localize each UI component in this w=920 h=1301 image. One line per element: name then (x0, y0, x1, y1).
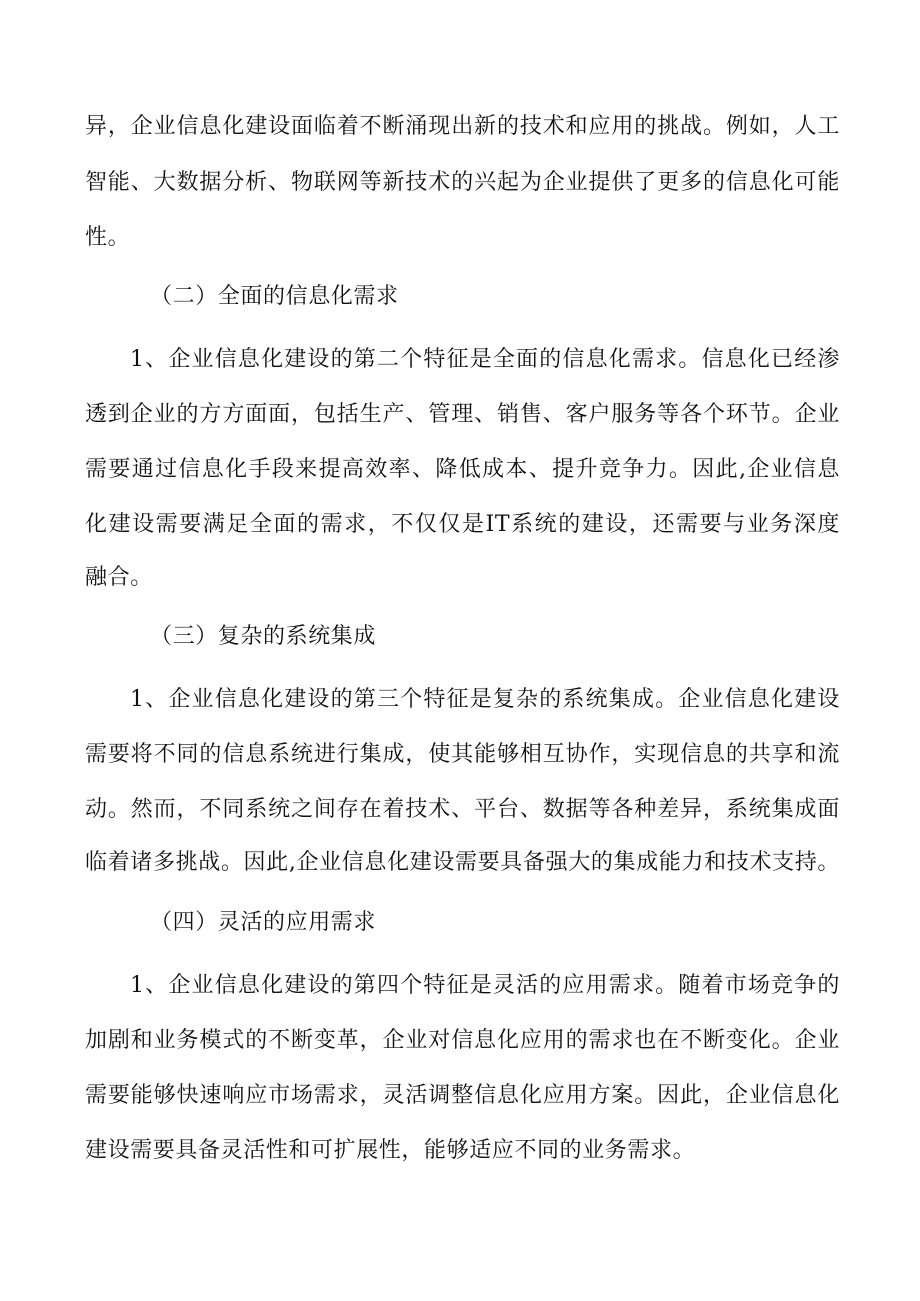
section-3-heading: （三）复杂的系统集成 (150, 624, 377, 649)
section-4-heading: （四）灵活的应用需求 (150, 910, 377, 935)
section-2-line-3: 需要通过信息化手段来提高效率、降低成本、提升竞争力。因此,企业信息 (85, 457, 840, 482)
section-3-line-2: 需要将不同的信息系统进行集成，使其能够相互协作，实现信息的共享和流 (85, 742, 840, 767)
section-2-line-5: 融合。 (85, 565, 153, 590)
intro-line-3: 性。 (85, 225, 131, 250)
section-3-line-4: 临着诸多挑战。因此,企业信息化建设需要具备强大的集成能力和技术支持。 (85, 850, 840, 875)
section-2-line-2: 透到企业的方方面面，包括生产、管理、销售、客户服务等各个环节。企业 (85, 402, 840, 427)
section-4-line-4: 建设需要具备灵活性和可扩展性，能够适应不同的业务需求。 (85, 1138, 696, 1163)
section-2-heading: （二）全面的信息化需求 (150, 284, 399, 309)
intro-line-1: 异，企业信息化建设面临着不断涌现出新的技术和应用的挑战。例如，人工 (85, 114, 840, 139)
section-3-line-1: 1、企业信息化建设的第三个特征是复杂的系统集成。企业信息化建设 (130, 687, 840, 712)
intro-line-2: 智能、大数据分析、物联网等新技术的兴起为企业提供了更多的信息化可能 (85, 170, 840, 195)
section-4-line-1: 1、企业信息化建设的第四个特征是灵活的应用需求。随着市场竞争的 (130, 973, 840, 998)
section-2-line-1: 1、企业信息化建设的第二个特征是全面的信息化需求。信息化已经渗 (130, 347, 840, 372)
section-3-line-3: 动。然而，不同系统之间存在着技术、平台、数据等各种差异，系统集成面 (85, 797, 840, 822)
section-4-line-3: 需要能够快速响应市场需求，灵活调整信息化应用方案。因此，企业信息化 (85, 1083, 840, 1108)
section-4-line-2: 加剧和业务模式的不断变革，企业对信息化应用的需求也在不断变化。企业 (85, 1028, 840, 1053)
section-2-line-4: 化建设需要满足全面的需求，不仅仅是IT系统的建设，还需要与业务深度 (85, 512, 840, 537)
